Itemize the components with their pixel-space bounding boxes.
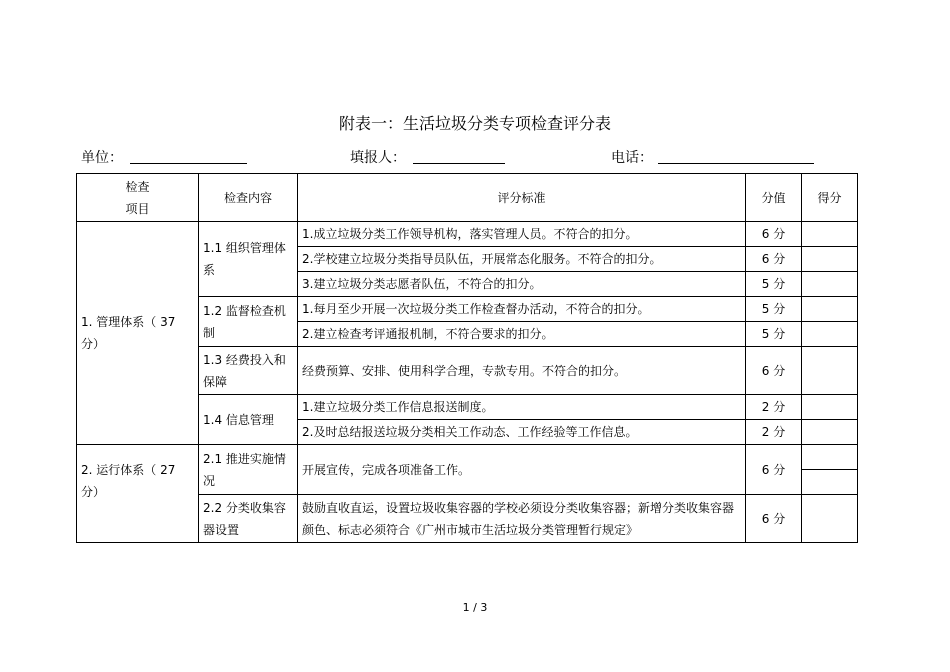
criteria-cell: 2.及时总结报送垃圾分类相关工作动态、工作经验等工作信息。	[298, 420, 746, 445]
criteria-cell: 1.建立垃圾分类工作信息报送制度。	[298, 395, 746, 420]
unit-blank	[130, 150, 247, 164]
score-cell[interactable]	[802, 272, 858, 297]
header-item-line2: 项目	[125, 201, 150, 216]
group-2-2-label: 2.2 分类收集容器设置	[199, 495, 298, 543]
header-row	[77, 174, 858, 222]
score-table	[76, 173, 858, 543]
page-number: 1 / 3	[462, 601, 488, 614]
points-cell: 6 分	[746, 495, 802, 543]
header-criteria: 评分标准	[298, 174, 746, 222]
header-content: 检查内容	[199, 174, 298, 222]
criteria-cell: 开展宣传，完成各项准备工作。	[298, 445, 746, 495]
group-1-4-label: 1.4 信息管理	[199, 395, 298, 445]
points-cell: 6 分	[746, 222, 802, 247]
table-row	[77, 445, 858, 495]
criteria-cell: 2.学校建立垃圾分类指导员队伍，开展常态化服务。不符合的扣分。	[298, 247, 746, 272]
points-cell: 2 分	[746, 420, 802, 445]
filler-blank	[413, 150, 505, 164]
filler-label: 填报人：	[350, 150, 406, 166]
group-1-2-label: 1.2 监督检查机制	[199, 297, 298, 347]
table-row	[77, 222, 858, 247]
points-cell: 6 分	[746, 347, 802, 395]
score-subcell[interactable]	[802, 470, 857, 494]
criteria-cell: 2.建立检查考评通报机制，不符合要求的扣分。	[298, 322, 746, 347]
points-cell: 5 分	[746, 272, 802, 297]
criteria-cell: 1.每月至少开展一次垃圾分类工作检查督办活动，不符合的扣分。	[298, 297, 746, 322]
phone-blank	[658, 150, 814, 164]
criteria-cell: 1.成立垃圾分类工作领导机构，落实管理人员。不符合的扣分。	[298, 222, 746, 247]
section-1-label: 1. 管理体系（ 37 分）	[77, 222, 199, 445]
points-cell: 6 分	[746, 247, 802, 272]
score-cell[interactable]	[802, 322, 858, 347]
score-cell[interactable]	[802, 222, 858, 247]
score-cell[interactable]	[802, 247, 858, 272]
criteria-cell: 经费预算、安排、使用科学合理，专款专用。不符合的扣分。	[298, 347, 746, 395]
unit-label: 单位：	[81, 150, 123, 166]
section-2-label: 2. 运行体系（ 27 分）	[77, 445, 199, 543]
score-cell[interactable]	[802, 420, 858, 445]
score-cell[interactable]	[802, 495, 858, 543]
criteria-cell: 3.建立垃圾分类志愿者队伍，不符合的扣分。	[298, 272, 746, 297]
score-cell[interactable]	[802, 445, 858, 495]
criteria-cell: 鼓励直收直运，设置垃圾收集容器的学校必须设分类收集容器；新增分类收集容器颜色、标志必须符合《广州市城市生活垃圾分类管理暂行规定》	[298, 495, 746, 543]
header-points: 分值	[746, 174, 802, 222]
page-title: 附表一：生活垃圾分类专项检查评分表	[338, 114, 611, 133]
score-subcell[interactable]	[802, 445, 857, 470]
phone-label: 电话：	[611, 150, 653, 166]
points-cell: 5 分	[746, 322, 802, 347]
points-cell: 6 分	[746, 445, 802, 495]
score-cell[interactable]	[802, 395, 858, 420]
header-score: 得分	[802, 174, 858, 222]
points-cell: 5 分	[746, 297, 802, 322]
group-1-1-label: 1.1 组织管理体系	[199, 222, 298, 297]
header-item	[77, 174, 199, 222]
group-1-3-label: 1.3 经费投入和保障	[199, 347, 298, 395]
score-cell[interactable]	[802, 297, 858, 322]
header-item-line1: 检查	[125, 179, 150, 194]
group-2-1-label: 2.1 推进实施情况	[199, 445, 298, 495]
points-cell: 2 分	[746, 395, 802, 420]
score-cell[interactable]	[802, 347, 858, 395]
